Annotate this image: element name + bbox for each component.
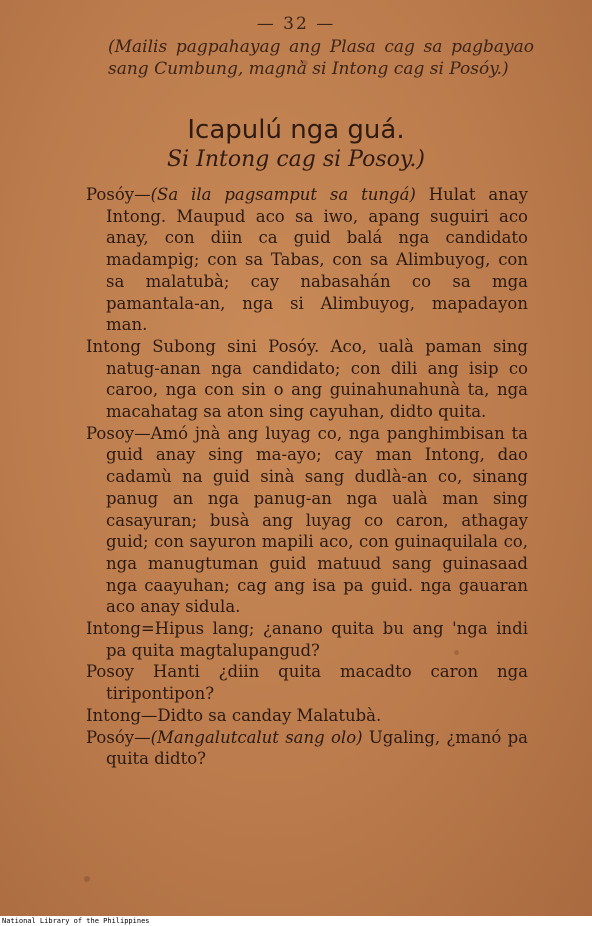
ink-spot [84, 876, 90, 882]
dialogue-text: Hulat anay Intong. Maupud aco sa iwo, apang suguiri aco anay, con diin ca guid balá nga candidato madampig; con sa Tabas, con sa Alimbuyog, con sa malatubà; cay nabasahán co sa mga pamantala-an, nga si Alimbuyog, mapadayon man. [106, 185, 528, 335]
dialogue-line [86, 705, 528, 727]
chapter-subtitle: Si Intong cag si Posoy.) [167, 147, 425, 172]
dialogue-line [86, 661, 529, 704]
dialogue-line [86, 423, 528, 618]
dialogue-text: Didto sa canday Malatubà. [157, 705, 382, 725]
speaker-name: Intong— [86, 705, 158, 725]
dialogue-line [86, 618, 528, 661]
stage-direction-inline: (Sa ila pagsamput sa tungá) [150, 185, 416, 204]
speaker-name: Posóy— [86, 727, 151, 747]
dialogue-line [86, 336, 528, 423]
dialogue-text: Hipus lang; ¿anano quita bu ang 'nga indi pa quita magtalupangud? [106, 619, 528, 660]
dialogue-line [86, 184, 528, 336]
page-number: — 32 — [256, 14, 336, 34]
dialogue-text: Amó jnà ang luyag co, nga panghimbisan ta guid anay sing ma-ayo; cay man Intong, dao cadamù na guid sinà sang dudlà-an co, sinang panug an nga panug-an nga ualà man sing casayuran; busà ang luyag co caron, athagay guid; con sayuron mapili aco, con guinaquilala co, nga manugtuman guid matuud sang guinasaad nga caayuhan; cag ang isa pa guid. nga gauaran aco anay sidula. [106, 423, 528, 617]
chapter-title: Icapulú nga guá. [187, 115, 405, 145]
speaker-name: Posóy— [86, 185, 151, 204]
speaker-name: Posoy— [86, 423, 151, 443]
dialogue-text: Subong sini Posóy. Aco, ualà paman sing natug-anan nga candidato; con dili ang isip co caroo, nga con sin o ang guinahunahunà ta, nga macahatag sa aton sing cayuhan, didto quita. [106, 336, 528, 422]
dialogue-block [86, 184, 528, 770]
dialogue-line [86, 727, 528, 770]
speaker-name: Posoy [86, 662, 153, 682]
speaker-name: Intong= [86, 619, 155, 639]
dialogue-text: Ugaling, ¿manó pa quita didto? [106, 727, 528, 769]
stage-direction: (Mailis pagpahayag ang Plasa cag sa pagbayao sang Cumbung, magnà si Intong cag si Posóy.) [108, 37, 534, 79]
stage-direction-inline: (Mangalutcalut sang olo) [150, 727, 363, 747]
speaker-name: Intong [86, 336, 153, 356]
library-credit: National Library of the Philippines [0, 917, 592, 926]
dialogue-text: Hanti ¿diin quita macadto caron nga tiripontipon? [106, 662, 529, 704]
